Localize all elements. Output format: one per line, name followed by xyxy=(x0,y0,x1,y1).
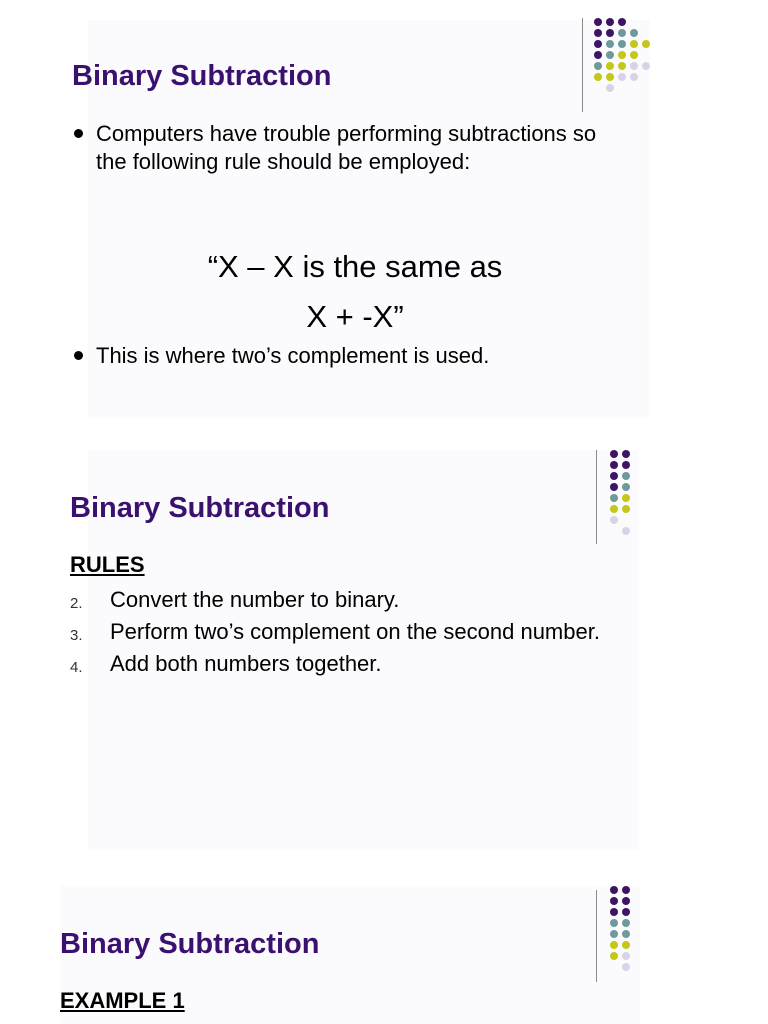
decor-dot xyxy=(606,29,614,37)
rule-item xyxy=(70,586,620,614)
decor-dot xyxy=(630,29,638,37)
rule-number: 4. xyxy=(70,659,83,676)
decor-dot xyxy=(630,73,638,81)
rule-number: 2. xyxy=(70,595,83,612)
decor-dot xyxy=(622,952,630,960)
slide-1-title: Binary Subtraction xyxy=(72,60,332,92)
decor-dot xyxy=(622,886,630,894)
decor-dot xyxy=(606,84,614,92)
decor-dot xyxy=(610,941,618,949)
slide-3 xyxy=(0,880,768,1024)
decor-dot xyxy=(622,897,630,905)
decor-dot xyxy=(622,919,630,927)
bullet-icon xyxy=(74,351,83,360)
decor-dot xyxy=(610,952,618,960)
decor-dot xyxy=(622,494,630,502)
decor-dot xyxy=(622,941,630,949)
slide-1-divider xyxy=(582,18,583,112)
slide-1-bullets-bottom xyxy=(72,342,622,370)
decor-dot xyxy=(606,62,614,70)
decor-dot xyxy=(622,930,630,938)
decor-dot xyxy=(618,29,626,37)
decor-dot xyxy=(618,73,626,81)
slide-1-bullets-top xyxy=(72,120,622,176)
example-heading: EXAMPLE 1 xyxy=(60,988,185,1013)
bullet-text: This is where two’s complement is used. xyxy=(96,343,490,368)
bullet-icon xyxy=(74,129,83,138)
rule-text: Perform two’s complement on the second number. xyxy=(110,619,600,644)
decor-dot xyxy=(610,516,618,524)
slide-2-divider xyxy=(596,450,597,544)
decor-dot xyxy=(594,18,602,26)
decor-dot xyxy=(610,483,618,491)
decor-dot xyxy=(622,461,630,469)
decor-dot xyxy=(622,450,630,458)
decor-dot xyxy=(594,51,602,59)
decor-dot xyxy=(606,73,614,81)
slide-1 xyxy=(0,0,768,420)
quote-line-2: X + -X” xyxy=(306,299,404,334)
bullet-text: Computers have trouble performing subtractions so the following rule should be employed: xyxy=(96,121,597,174)
decor-dot xyxy=(642,40,650,48)
rule-number: 3. xyxy=(70,627,83,644)
decor-dot xyxy=(594,29,602,37)
decor-dot xyxy=(606,51,614,59)
bullet-item xyxy=(72,342,622,370)
rules-list xyxy=(70,586,620,682)
decor-dot xyxy=(622,483,630,491)
decor-dot xyxy=(610,897,618,905)
decor-dot xyxy=(618,62,626,70)
decor-dot xyxy=(622,908,630,916)
decor-dot xyxy=(594,40,602,48)
decor-dot xyxy=(610,505,618,513)
decor-dot xyxy=(630,40,638,48)
quote-line-1: “X – X is the same as xyxy=(207,249,503,284)
rule-text: Add both numbers together. xyxy=(110,651,382,676)
bullet-item xyxy=(72,120,622,176)
decor-dot xyxy=(594,73,602,81)
decor-dot xyxy=(622,963,630,971)
rule-text: Convert the number to binary. xyxy=(110,587,400,612)
rule-item xyxy=(70,618,620,646)
decor-dot xyxy=(618,40,626,48)
decor-dot xyxy=(618,18,626,26)
decor-dot xyxy=(610,461,618,469)
decor-dot xyxy=(606,40,614,48)
slide-3-divider xyxy=(596,890,597,982)
decor-dot xyxy=(610,472,618,480)
decor-dot xyxy=(610,886,618,894)
decor-dot xyxy=(610,930,618,938)
slide-2-title: Binary Subtraction xyxy=(70,492,330,524)
decor-dot xyxy=(622,527,630,535)
decor-dot xyxy=(622,472,630,480)
slide-2 xyxy=(0,440,768,860)
decor-dot xyxy=(610,919,618,927)
decor-dot xyxy=(610,908,618,916)
decor-dot xyxy=(610,450,618,458)
decor-dot xyxy=(606,18,614,26)
decor-dot xyxy=(610,494,618,502)
decor-dot xyxy=(622,505,630,513)
rule-item xyxy=(70,650,620,678)
decor-dot xyxy=(630,62,638,70)
decor-dot xyxy=(642,62,650,70)
slide-3-title: Binary Subtraction xyxy=(60,928,320,960)
decor-dot xyxy=(594,62,602,70)
decor-dot xyxy=(618,51,626,59)
decor-dot xyxy=(630,51,638,59)
rules-heading: RULES xyxy=(70,552,145,577)
